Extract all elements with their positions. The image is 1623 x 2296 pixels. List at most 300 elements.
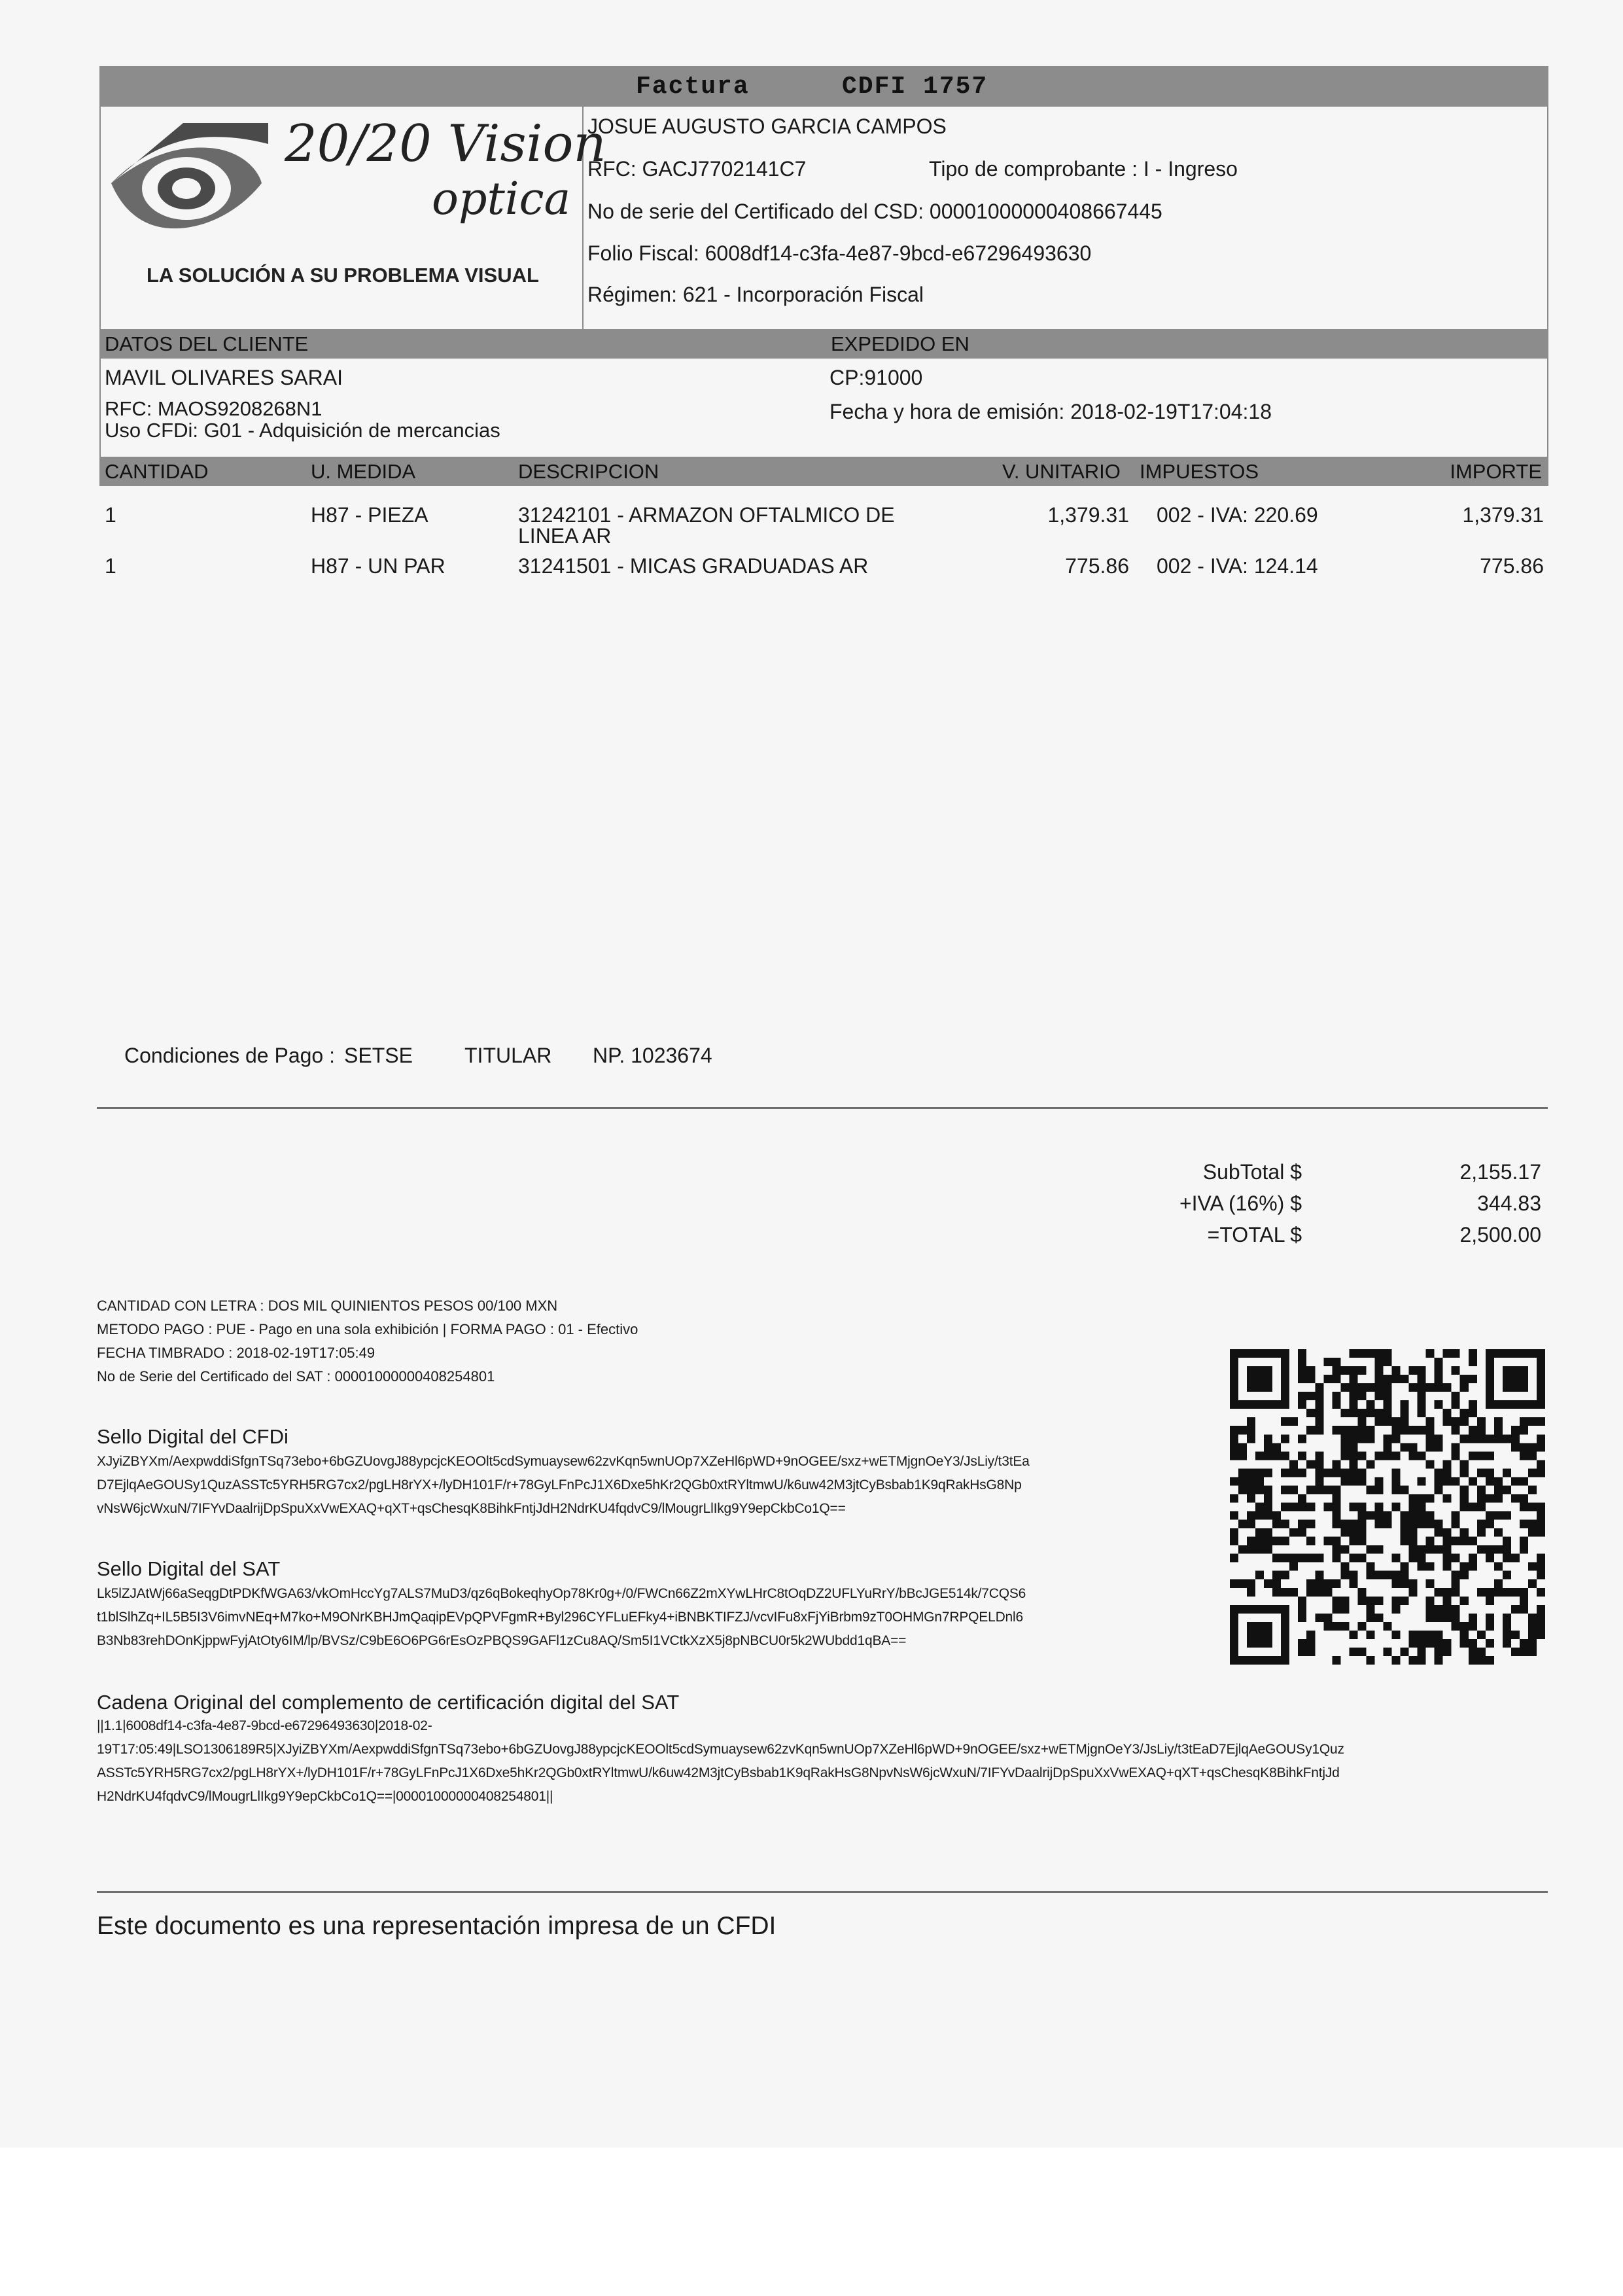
sello-sat-title: Sello Digital del SAT [97,1557,281,1580]
qr-module [1401,1648,1409,1656]
qr-module [1392,1554,1401,1563]
qr-module [1357,1622,1366,1631]
qr-module [1281,1614,1289,1622]
qr-module [1383,1417,1391,1426]
qr-module [1230,1622,1238,1631]
qr-module [1281,1485,1289,1494]
qr-module [1477,1588,1486,1597]
qr-module [1374,1417,1383,1426]
qr-module [1477,1434,1486,1443]
qr-module [1392,1485,1401,1494]
qr-module [1306,1366,1315,1375]
qr-module [1435,1383,1443,1392]
qr-module [1357,1392,1366,1400]
qr-module [1298,1375,1306,1383]
row2-descripcion-l1: 31241501 - MICAS GRADUADAS AR [518,554,869,578]
qr-module [1520,1597,1528,1605]
qr-module [1426,1494,1435,1502]
qr-module [1306,1588,1315,1597]
qr-module [1323,1622,1332,1631]
qr-module [1349,1366,1357,1375]
qr-module [1537,1358,1545,1366]
qr-module [1409,1631,1418,1639]
qr-module [1306,1537,1315,1545]
qr-module [1409,1366,1418,1375]
qr-module [1418,1451,1426,1460]
qr-module [1264,1383,1272,1392]
qr-module [1511,1588,1520,1597]
cantidad-letra: CANTIDAD CON LETRA : DOS MIL QUINIENTOS PESOS 00/100 MXN [97,1298,558,1314]
qr-module [1332,1468,1340,1477]
qr-module [1332,1554,1340,1563]
qr-module [1409,1426,1418,1434]
qr-module [1332,1400,1340,1409]
qr-module [1443,1494,1452,1502]
qr-module [1392,1580,1401,1588]
qr-module [1264,1605,1272,1614]
qr-module [1332,1605,1340,1614]
qr-module [1392,1605,1401,1614]
qr-module [1401,1400,1409,1409]
qr-module [1340,1451,1349,1460]
qr-module [1315,1460,1323,1468]
qr-module [1247,1545,1255,1554]
qr-module [1401,1375,1409,1383]
qr-module [1537,1554,1545,1563]
qr-module [1486,1349,1494,1358]
qr-module [1332,1580,1340,1588]
items-table-header [99,457,1548,486]
qr-module [1349,1520,1357,1528]
qr-module [1503,1485,1511,1494]
qr-module [1486,1392,1494,1400]
qr-module [1443,1460,1452,1468]
qr-module [1238,1520,1247,1528]
qr-module [1255,1622,1264,1631]
qr-module [1452,1537,1460,1545]
qr-module [1443,1597,1452,1605]
qr-module [1383,1375,1391,1383]
qr-module [1332,1366,1340,1375]
qr-module [1460,1417,1469,1426]
qr-module [1298,1605,1306,1614]
emisor-rfc: RFC: GACJ7702141C7 [587,157,807,181]
qr-module [1255,1383,1264,1392]
qr-module [1494,1400,1503,1409]
qr-module [1469,1451,1477,1460]
qr-module [1477,1451,1486,1460]
qr-module [1255,1400,1264,1409]
qr-module [1469,1349,1477,1358]
qr-module [1289,1502,1298,1511]
qr-module [1349,1528,1357,1537]
qr-module [1418,1494,1426,1502]
qr-module [1401,1528,1409,1537]
qr-module [1332,1545,1340,1554]
qr-module [1306,1631,1315,1639]
qr-module [1537,1383,1545,1392]
qr-module [1332,1622,1340,1631]
qr-module [1392,1366,1401,1375]
qr-module [1357,1597,1366,1605]
qr-module [1409,1656,1418,1665]
qr-module [1503,1631,1511,1639]
qr-module [1264,1639,1272,1648]
qr-module [1418,1545,1426,1554]
header-box-right [1547,107,1548,329]
qr-module [1392,1656,1401,1665]
qr-module [1460,1383,1469,1392]
regimen-fiscal: Régimen: 621 - Incorporación Fiscal [587,283,924,306]
qr-module [1298,1639,1306,1648]
qr-module [1281,1631,1289,1639]
qr-module [1520,1366,1528,1375]
qr-module [1332,1485,1340,1494]
qr-module [1443,1409,1452,1417]
condiciones-pago-value2: TITULAR [464,1044,552,1067]
qr-module [1426,1580,1435,1588]
qr-module [1486,1554,1494,1563]
qr-module [1230,1434,1238,1443]
subtotal-label: SubTotal $ [1202,1160,1302,1184]
qr-module [1306,1375,1315,1383]
qr-module [1383,1409,1391,1417]
qr-module [1528,1648,1537,1656]
folio-fiscal: Folio Fiscal: 6008df14-c3fa-4e87-9bcd-e67296493630 [587,241,1092,265]
qr-module [1340,1597,1349,1605]
qr-module [1426,1460,1435,1468]
qr-module [1426,1597,1435,1605]
qr-module [1426,1511,1435,1520]
qr-module [1238,1485,1247,1494]
title-bar [99,66,1548,107]
qr-module [1469,1409,1477,1417]
qr-module [1298,1554,1306,1563]
qr-module [1332,1494,1340,1502]
iva-value: 344.83 [1477,1192,1541,1215]
qr-module [1349,1426,1357,1434]
qr-module [1323,1485,1332,1494]
qr-module [1238,1426,1247,1434]
qr-module [1460,1409,1469,1417]
condiciones-pago-value1: SETSE [344,1044,413,1067]
qr-module [1264,1443,1272,1451]
qr-module [1272,1511,1281,1520]
qr-module [1469,1434,1477,1443]
qr-module [1486,1451,1494,1460]
qr-module [1332,1656,1340,1665]
qr-module [1503,1554,1511,1563]
expedido-section-label: EXPEDIDO EN [831,332,969,355]
qr-module [1435,1434,1443,1443]
qr-module [1392,1417,1401,1426]
qr-module [1503,1639,1511,1648]
qr-module [1486,1383,1494,1392]
client-rfc: RFC: MAOS9208268N1 [105,397,323,420]
qr-module [1486,1511,1494,1520]
qr-module [1306,1648,1315,1656]
qr-module [1349,1631,1357,1639]
qr-module [1418,1383,1426,1392]
qr-module [1528,1520,1537,1528]
qr-module [1255,1571,1264,1580]
qr-module [1264,1528,1272,1537]
qr-module [1357,1426,1366,1434]
qr-module [1418,1511,1426,1520]
qr-module [1247,1434,1255,1443]
qr-module [1511,1631,1520,1639]
qr-module [1418,1631,1426,1639]
qr-module [1230,1383,1238,1392]
condiciones-pago-label: Condiciones de Pago : [124,1044,335,1067]
qr-module [1418,1375,1426,1383]
qr-module [1272,1451,1281,1460]
qr-module [1238,1605,1247,1614]
qr-module [1520,1648,1528,1656]
qr-module [1494,1426,1503,1434]
qr-module [1520,1417,1528,1426]
qr-module [1494,1494,1503,1502]
qr-module [1323,1537,1332,1545]
qr-module [1520,1537,1528,1545]
qr-module [1418,1426,1426,1434]
qr-module [1452,1605,1460,1614]
condiciones-pago-value3: NP. 1023674 [593,1044,712,1067]
qr-module [1238,1451,1247,1460]
qr-module [1528,1563,1537,1571]
row2-unidad: H87 - UN PAR [311,554,445,578]
qr-module [1383,1349,1391,1358]
qr-module [1366,1383,1374,1392]
qr-module [1340,1366,1349,1375]
qr-module [1528,1451,1537,1460]
qr-module [1366,1563,1374,1571]
qr-module [1340,1605,1349,1614]
qr-module [1349,1460,1357,1468]
qr-module [1272,1605,1281,1614]
qr-module [1366,1349,1374,1358]
qr-module [1469,1563,1477,1571]
qr-module [1486,1588,1494,1597]
qr-module [1528,1502,1537,1511]
col-descripcion: DESCRIPCION [518,460,659,483]
qr-module [1340,1434,1349,1443]
qr-module [1366,1631,1374,1639]
sello-cfdi-line: XJyiZBYXm/AexpwddiSfgnTSq73ebo+6bGZUovgJ88ypcjcKEOOlt5cdSymuaysew62zvKqn5wnUOp7XZeHl6pWD+9nOGEE/sxz+wETMjgnOeY3/JsLiy/t3tEa [97,1454,1030,1469]
qr-module [1418,1392,1426,1400]
qr-module [1435,1631,1443,1639]
qr-module [1323,1502,1332,1511]
col-v-unitario: V. UNITARIO [1002,460,1121,483]
qr-module [1289,1528,1298,1537]
qr-module [1298,1468,1306,1477]
qr-module [1452,1580,1460,1588]
qr-module [1418,1656,1426,1665]
qr-module [1315,1426,1323,1434]
qr-module [1520,1375,1528,1383]
qr-module [1255,1468,1264,1477]
qr-module [1306,1520,1315,1528]
row1-impuestos: 002 - IVA: 220.69 [1157,503,1318,527]
row1-importe: 1,379.31 [1462,503,1544,527]
qr-module [1374,1614,1383,1622]
qr-module [1503,1434,1511,1443]
qr-module [1469,1639,1477,1648]
qr-module [1340,1468,1349,1477]
qr-module [1230,1426,1238,1434]
qr-module [1230,1494,1238,1502]
qr-module [1528,1417,1537,1426]
qr-module [1537,1511,1545,1520]
qr-module [1418,1639,1426,1648]
qr-module [1230,1631,1238,1639]
qr-module [1426,1614,1435,1622]
qr-module [1255,1511,1264,1520]
qr-module [1374,1451,1383,1460]
qr-module [1349,1443,1357,1451]
qr-module [1494,1545,1503,1554]
qr-module [1460,1485,1469,1494]
qr-module [1477,1528,1486,1537]
qr-module [1366,1571,1374,1580]
qr-module [1452,1426,1460,1434]
row2-impuestos: 002 - IVA: 124.14 [1157,554,1318,578]
qr-module [1255,1451,1264,1460]
qr-module [1477,1494,1486,1502]
client-uso-cfdi: Uso CFDi: G01 - Adquisición de mercancias [105,419,500,442]
qr-module [1418,1563,1426,1571]
qr-module [1494,1485,1503,1494]
qr-module [1366,1409,1374,1417]
qr-module [1238,1468,1247,1477]
qr-module [1264,1349,1272,1358]
qr-module [1332,1358,1340,1366]
metodo-pago: METODO PAGO : PUE - Pago en una sola exhibición | FORMA PAGO : 01 - Efectivo [97,1321,638,1337]
qr-module [1520,1400,1528,1409]
qr-module [1511,1400,1520,1409]
qr-module [1315,1451,1323,1460]
qr-module [1374,1597,1383,1605]
no-serie-csd: No de serie del Certificado del CSD: 00001000000408667445 [587,200,1162,223]
qr-module [1332,1460,1340,1468]
qr-module [1281,1349,1289,1358]
qr-module [1281,1605,1289,1614]
qr-module [1264,1366,1272,1375]
qr-module [1281,1571,1289,1580]
qr-module [1435,1443,1443,1451]
qr-module [1230,1366,1238,1375]
sello-sat-line: Lk5lZJAtWj66aSeqgDtPDKfWGA63/vkOmHccYg7ALS7MuD3/qz6qBokeqhyOp78Kr0g+/0/FWCn66Z2mXYwLHrC8tOqDZ2UFLYuRrY/bBcJGE514k/7CQS6 [97,1586,1026,1601]
qr-module [1289,1417,1298,1426]
qr-module [1460,1528,1469,1537]
qr-module [1238,1656,1247,1665]
qr-module [1357,1366,1366,1375]
qr-module [1340,1528,1349,1537]
qr-module [1520,1520,1528,1528]
qr-module [1374,1485,1383,1494]
qr-module [1511,1426,1520,1434]
qr-module [1409,1511,1418,1520]
qr-module [1537,1622,1545,1631]
qr-module [1435,1639,1443,1648]
qr-module [1401,1580,1409,1588]
qr-module [1230,1648,1238,1656]
qr-module [1230,1477,1238,1485]
qr-module [1374,1511,1383,1520]
expedido-cp: CP:91000 [829,366,923,389]
qr-module [1281,1622,1289,1631]
qr-module [1383,1511,1391,1520]
row1-cantidad: 1 [105,503,116,527]
qr-module [1306,1502,1315,1511]
total-label: =TOTAL $ [1207,1223,1302,1246]
qr-module [1306,1580,1315,1588]
qr-module [1340,1477,1349,1485]
sello-sat-line: B3Nb83rehDOnKjppwFyjAtOty6IM/lp/BVSz/C9bE6O6PG6rEsOzPBQS9GAFl1zCu8AQ/Sm5I1VCtkXzX5j8pNBCU0r5k2WUbdd1qBA== [97,1633,907,1648]
qr-module [1349,1451,1357,1460]
logo-text-bottom: optica [432,173,571,225]
qr-module [1528,1639,1537,1648]
col-importe: IMPORTE [1450,460,1542,483]
qr-module [1298,1528,1306,1537]
qr-module [1230,1400,1238,1409]
qr-module [1486,1639,1494,1648]
qr-module [1418,1648,1426,1656]
qr-module [1349,1400,1357,1409]
qr-module [1460,1375,1469,1383]
qr-module [1418,1400,1426,1409]
qr-module [1366,1597,1374,1605]
header-box-left [99,107,101,329]
qr-module [1247,1622,1255,1631]
logo-tagline: LA SOLUCIÓN A SU PROBLEMA VISUAL [147,264,539,287]
qr-module [1520,1383,1528,1392]
qr-module [1374,1502,1383,1511]
qr-module [1383,1443,1391,1451]
qr-module [1298,1358,1306,1366]
qr-module [1247,1349,1255,1358]
qr-module [1426,1417,1435,1426]
qr-module [1264,1451,1272,1460]
qr-module [1409,1588,1418,1597]
sello-cfdi-line: D7EjlqAeGOUSy1QuzASSTc5YRH5RG7cx2/pgLH8rYX+/lyDH101F/r+78GyLFnPcJ1X6Dxe5hKr2QGb0xtRYltmwU/k6uw42M3jtCyBsbab1K9qRakHsG8Np [97,1477,1022,1492]
qr-module [1520,1443,1528,1451]
qr-module [1264,1485,1272,1494]
qr-module [1247,1537,1255,1545]
qr-module [1452,1392,1460,1400]
qr-module [1537,1588,1545,1597]
qr-module [1264,1502,1272,1511]
eye-logo-icon [105,111,281,236]
emisor-name: JOSUE AUGUSTO GARCIA CAMPOS [587,115,947,138]
qr-module [1511,1443,1520,1451]
qr-module [1409,1502,1418,1511]
qr-module [1409,1545,1418,1554]
qr-module [1383,1648,1391,1656]
qr-module [1230,1392,1238,1400]
qr-module [1503,1400,1511,1409]
qr-module [1460,1563,1469,1571]
qr-module [1486,1477,1494,1485]
qr-module [1349,1468,1357,1477]
qr-module [1537,1392,1545,1400]
qr-module [1460,1571,1469,1580]
qr-module [1374,1349,1383,1358]
qr-module [1340,1383,1349,1392]
qr-module [1247,1417,1255,1426]
qr-module [1349,1392,1357,1400]
qr-module [1298,1597,1306,1605]
